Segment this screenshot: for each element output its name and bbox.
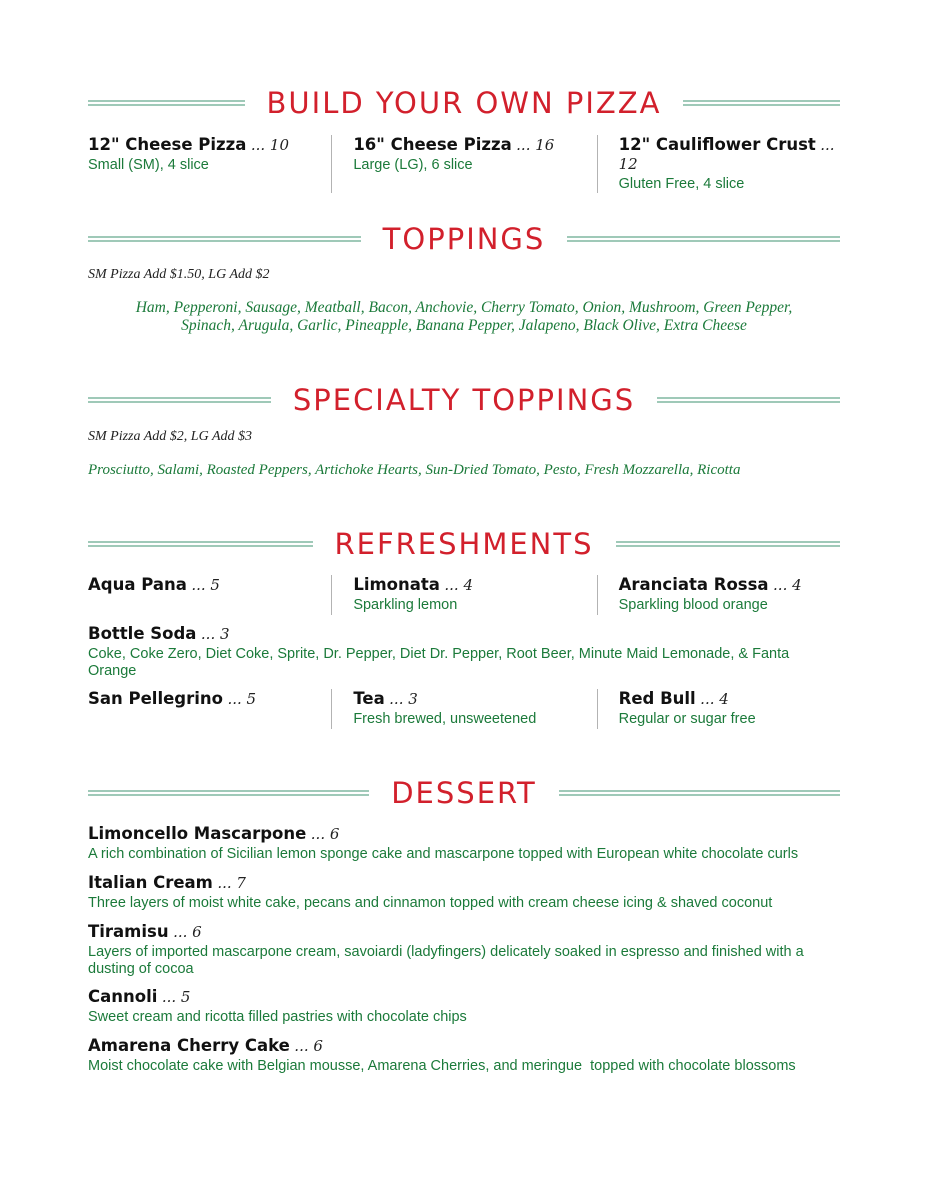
section-title-build: BUILD YOUR OWN PIZZA [266,86,662,120]
toppings-list-line: Spinach, Arugula, Garlic, Pineapple, Banana Pepper, Jalapeno, Black Olive, Extra Cheese [181,317,747,334]
item-name: Cannoli [88,987,158,1006]
item-price: ... 5 [161,988,191,1006]
item-description: Sweet cream and ricotta filled pastries with chocolate chips [88,1009,467,1025]
toppings-list [88,299,840,335]
item-description: Regular or sugar free [618,711,756,727]
menu-item [597,575,840,615]
divider-rule [88,236,361,242]
item-name: Tiramisu [88,922,169,941]
menu-item [88,135,331,193]
item-description: Sparkling lemon [353,597,458,613]
menu-item [88,922,840,978]
section-title-specialty: SPECIALTY TOPPINGS [292,383,636,417]
item-name: San Pellegrino [88,689,223,708]
menu-item [331,575,596,615]
item-name: Red Bull [618,689,696,708]
menu-item [88,987,840,1026]
item-description: Small (SM), 4 slice [88,157,209,173]
divider-rule [616,541,841,547]
item-description: Large (LG), 6 slice [353,157,473,173]
menu-item [88,824,840,863]
toppings-list-line: Ham, Pepperoni, Sausage, Meatball, Bacon, Anchovie, Cherry Tomato, Onion, Mushroom, Green Pepper, [135,299,793,316]
build-items-row [88,135,840,193]
menu-item [88,624,840,680]
item-name: Tea [353,689,385,708]
item-name: 16" Cheese Pizza [353,135,512,154]
divider-rule [683,100,840,106]
item-price: ... 4 [444,576,473,594]
item-price: ... 12 [618,136,835,173]
item-description: Gluten Free, 4 slice [618,176,745,192]
menu-item [331,689,596,729]
section-header-refreshments [88,527,840,561]
item-description: A rich combination of Sicilian lemon sponge cake and mascarpone topped with European white chocolate curls [88,846,799,862]
item-name: Bottle Soda [88,624,197,643]
divider-rule [657,397,840,403]
item-price: ... 5 [191,576,220,594]
specialty-price-note: SM Pizza Add $2, LG Add $3 [88,429,252,444]
menu-item [597,689,840,729]
section-title-toppings: TOPPINGS [382,222,546,256]
item-name: Limoncello Mascarpone [88,824,307,843]
section-header-toppings [88,222,840,256]
item-name: 12" Cheese Pizza [88,135,247,154]
menu-item [597,135,840,193]
section-title-dessert: DESSERT [391,776,537,810]
menu-item [88,873,840,912]
item-description: Sparkling blood orange [618,597,768,613]
section-header-specialty [88,383,840,417]
item-name: Aranciata Rossa [618,575,769,594]
item-description: Layers of imported mascarpone cream, savoiardi (ladyfingers) delicately soaked in espresso and finished with a dusting of cocoa [88,944,804,977]
item-price: ... 16 [516,136,555,154]
item-name: Amarena Cherry Cake [88,1036,290,1055]
item-description: Moist chocolate cake with Belgian mousse, Amarena Cherries, and meringue topped with chocolate blossoms [88,1058,796,1074]
item-price: ... 6 [294,1037,323,1055]
item-name: Aqua Pana [88,575,187,594]
toppings-price-note: SM Pizza Add $1.50, LG Add $2 [88,267,270,282]
section-header-dessert [88,776,840,810]
refreshments-row-2 [88,689,840,729]
item-name: Limonata [353,575,440,594]
item-price: ... 3 [389,690,418,708]
item-price: ... 10 [250,136,290,154]
menu-item [331,135,596,193]
item-price: ... 4 [700,690,729,708]
divider-rule [567,236,840,242]
section-header-build [88,86,840,120]
menu-item [88,1036,840,1075]
item-price: ... 5 [227,690,257,708]
item-price: ... 3 [200,625,230,643]
item-name: 12" Cauliflower Crust [618,135,816,154]
specialty-list: Prosciutto, Salami, Roasted Peppers, Artichoke Hearts, Sun-Dried Tomato, Pesto, Fresh Mozzarella, Ricotta [88,462,741,478]
menu-item [88,575,331,615]
item-description: Coke, Coke Zero, Diet Coke, Sprite, Dr. Pepper, Diet Dr. Pepper, Root Beer, Minute Maid Lemonade, & Fanta Orange [88,646,790,679]
refreshments-row-1 [88,575,840,615]
menu-item [88,689,331,729]
item-price: ... 7 [217,874,246,892]
item-name: Italian Cream [88,873,213,892]
item-description: Fresh brewed, unsweetened [353,711,537,727]
item-description: Three layers of moist white cake, pecans and cinnamon topped with cream cheese icing & shaved coconut [88,895,773,911]
section-title-refreshments: REFRESHMENTS [334,527,594,561]
divider-rule [88,541,313,547]
divider-rule [559,790,840,796]
divider-rule [88,790,369,796]
item-price: ... 6 [173,923,202,941]
divider-rule [88,397,271,403]
item-price: ... 6 [310,825,340,843]
divider-rule [88,100,245,106]
item-price: ... 4 [773,576,802,594]
